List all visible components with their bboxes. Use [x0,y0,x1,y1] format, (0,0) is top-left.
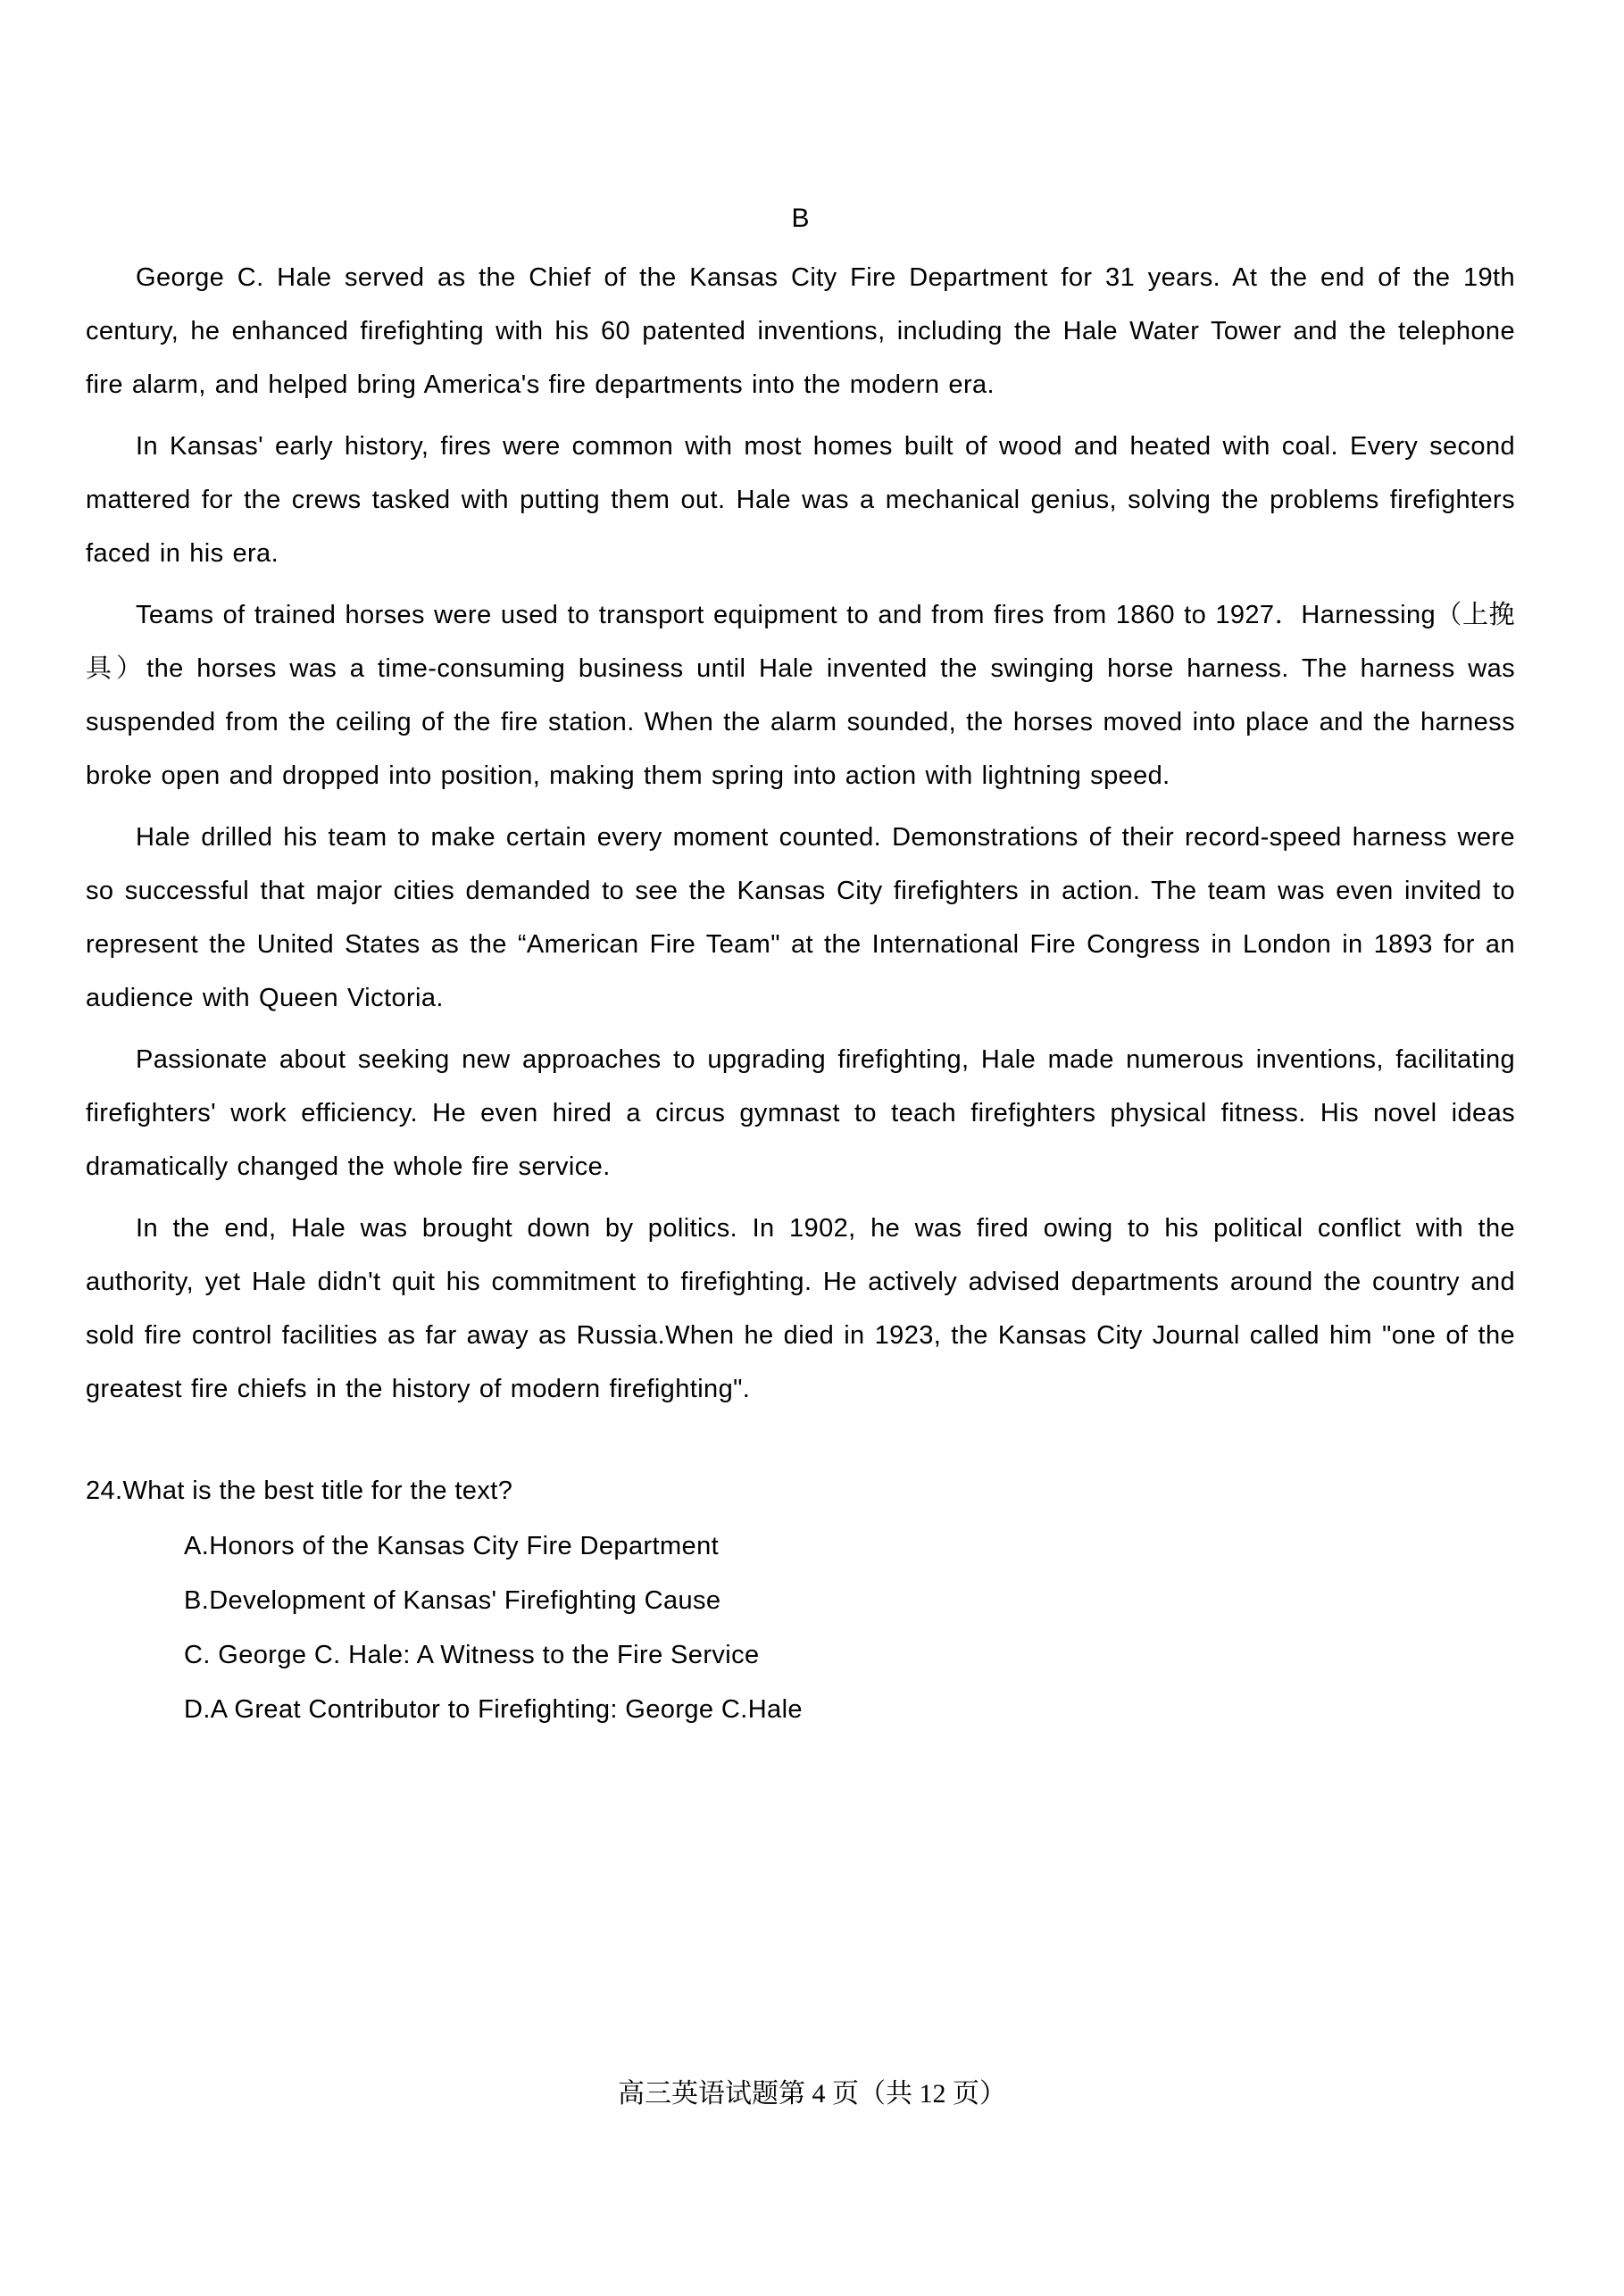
question-24-option-a: A.Honors of the Kansas City Fire Department [184,1532,720,1560]
question-24-option-c: C. George C. Hale: A Witness to the Fire Service [184,1641,760,1669]
passage-paragraph-6: In the end, Hale was brought down by politics. In 1902, he was fired owing to his political conflict with the authority, yet Hale didn't quit his commitment to firefighting. He actively advised departments around the country and sold fire control facilities as far away as Russia.When he died in 1923, the Kansas City Journal called him "one of the greatest fire chiefs in the history of modern firefighting". [86,1214,1515,1403]
passage-paragraph-4: Hale drilled his team to make certain every moment counted. Demonstrations of their record-speed harness were so successful that major cities demanded to see the Kansas City firefighters in action. The team was even invited to represent the United States as the “American Fire Team" at the International Fire Congress in London in 1893 for an audience with Queen Victoria. [86,823,1515,1012]
question-24-option-d: D.A Great Contributor to Firefighting: George C.Hale [184,1695,803,1724]
question-24-option-b: B.Development of Kansas' Firefighting Cause [184,1586,721,1615]
passage-paragraph-5: Passionate about seeking new approaches to upgrading firefighting, Hale made numerous inventions, facilitating firefighters' work efficiency. He even hired a circus gymnast to teach firefighters physical fitness. His novel ideas dramatically changed the whole fire service. [86,1045,1515,1181]
page-footer: 高三英语试题第 4 页（共 12 页） [618,2079,1006,2109]
question-24-text: 24.What is the best title for the text? [86,1477,513,1505]
question-24 [86,1464,1515,1737]
passage-section-label: B [791,204,810,233]
question-24-options [184,1519,1515,1737]
passage-paragraph-3: Teams of trained horses were used to transport equipment to and from fires from 1860 to 1927．Harnessing（上挽具）the horses was a time-consuming business until Hale invented the swinging horse harness. The harness was suspended from the ceiling of the fire station. When the alarm sounded, the horses moved into place and the harness broke open and dropped into position, making them spring into action with lightning speed. [86,601,1515,790]
passage-paragraph-2: In Kansas' early history, fires were common with most homes built of wood and heated with coal. Every second mattered for the crews tasked with putting them out. Hale was a mechanical genius, solving the problems firefighters faced in his era. [86,432,1515,568]
passage-paragraph-1: George C. Hale served as the Chief of the Kansas City Fire Department for 31 years. At the end of the 19th century, he enhanced firefighting with his 60 patented inventions, including the Hale Water Tower and the telephone fire alarm, and helped bring America's fire departments into the modern era. [86,263,1515,399]
